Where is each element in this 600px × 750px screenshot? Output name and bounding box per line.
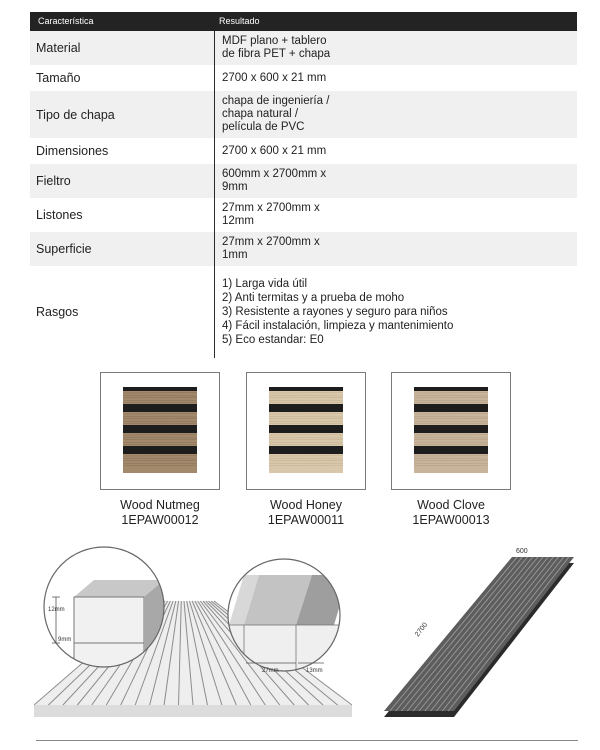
swatch-caption-clove bbox=[381, 498, 521, 528]
row-value bbox=[214, 198, 577, 232]
table-row bbox=[30, 232, 577, 266]
row-value-line: MDF plano + tablero bbox=[222, 35, 327, 47]
row-key: Tamaño bbox=[36, 71, 81, 85]
row-key: Dimensiones bbox=[36, 144, 109, 158]
row-value-line: 600mm x 2700mm x bbox=[222, 168, 327, 180]
row-value-line: 27mm x 2700mm x bbox=[222, 202, 320, 214]
row-key: Rasgos bbox=[36, 305, 79, 319]
row-value-line: chapa natural / bbox=[222, 108, 299, 120]
row-value-line: chapa de ingeniería / bbox=[222, 95, 330, 107]
table-row bbox=[30, 266, 577, 358]
swatch-name: Wood Clove bbox=[417, 498, 485, 512]
row-value-line: 2) Anti termitas y a prueba de moho bbox=[222, 292, 405, 304]
row-value bbox=[214, 232, 577, 266]
swatch-name: Wood Honey bbox=[269, 498, 343, 512]
table-row bbox=[30, 164, 577, 198]
slat-width-label: 27mm bbox=[262, 668, 279, 674]
row-key: Listones bbox=[36, 208, 83, 222]
wood-nutmeg-sample bbox=[101, 373, 219, 489]
row-value bbox=[214, 31, 577, 65]
swatch-wood-nutmeg bbox=[100, 372, 220, 490]
swatch-code: 1EPAW00011 bbox=[267, 513, 345, 527]
header-result: Resultado bbox=[219, 16, 260, 26]
table-row bbox=[30, 138, 577, 164]
swatch-code: 1EPAW00012 bbox=[121, 513, 199, 527]
wood-honey-sample bbox=[247, 373, 365, 489]
gap-label: 13mm bbox=[306, 668, 323, 674]
swatch-caption-nutmeg bbox=[90, 498, 230, 528]
panel-full-view bbox=[384, 548, 574, 717]
header-feature: Característica bbox=[38, 16, 94, 26]
row-value bbox=[214, 65, 577, 91]
table-row bbox=[30, 91, 577, 138]
table-row bbox=[30, 198, 577, 232]
swatch-code: 1EPAW00013 bbox=[412, 513, 490, 527]
row-value-line: 3) Resistente a rayones y seguro para niños bbox=[222, 306, 448, 318]
row-value-line: película de PVC bbox=[222, 121, 305, 133]
table-row bbox=[30, 65, 577, 91]
row-value bbox=[214, 91, 577, 138]
row-key: Fieltro bbox=[36, 174, 71, 188]
height-label: 12mm bbox=[48, 607, 65, 613]
row-value-line: 27mm x 2700mm x bbox=[222, 236, 320, 248]
row-key: Tipo de chapa bbox=[36, 107, 115, 122]
row-value bbox=[214, 164, 577, 198]
swatch-caption-honey bbox=[236, 498, 376, 528]
table-header bbox=[30, 12, 577, 31]
row-value bbox=[214, 266, 577, 358]
row-value-line: 12mm bbox=[222, 215, 254, 227]
row-value-line: 5) Eco estandar: E0 bbox=[222, 334, 324, 346]
row-value-line: de fibra PET + chapa bbox=[222, 48, 331, 60]
wood-clove-sample bbox=[392, 373, 510, 489]
felt-label: 9mm bbox=[58, 637, 72, 643]
row-value bbox=[214, 138, 577, 164]
panel-width-label: 600 bbox=[516, 548, 528, 555]
row-value-line: 2700 x 600 x 21 mm bbox=[222, 144, 327, 157]
row-value-line: 4) Fácil instalación, limpieza y mantenimiento bbox=[222, 320, 454, 332]
table-body bbox=[30, 31, 577, 358]
row-key: Superficie bbox=[36, 242, 92, 256]
row-key: Material bbox=[36, 41, 81, 55]
panel-length-label: 2700 bbox=[414, 621, 430, 639]
spec-table bbox=[30, 12, 577, 358]
row-value-line: 1mm bbox=[222, 249, 248, 261]
row-value-line: 1) Larga vida útil bbox=[222, 278, 308, 290]
row-value-line: 2700 x 600 x 21 mm bbox=[222, 71, 327, 84]
panel-illustration bbox=[34, 545, 579, 735]
swatch-wood-honey bbox=[246, 372, 366, 490]
table-row bbox=[30, 31, 577, 65]
bottom-divider bbox=[36, 740, 578, 741]
row-value-line: 9mm bbox=[222, 181, 248, 193]
swatch-wood-clove bbox=[391, 372, 511, 490]
swatch-name: Wood Nutmeg bbox=[120, 498, 200, 512]
